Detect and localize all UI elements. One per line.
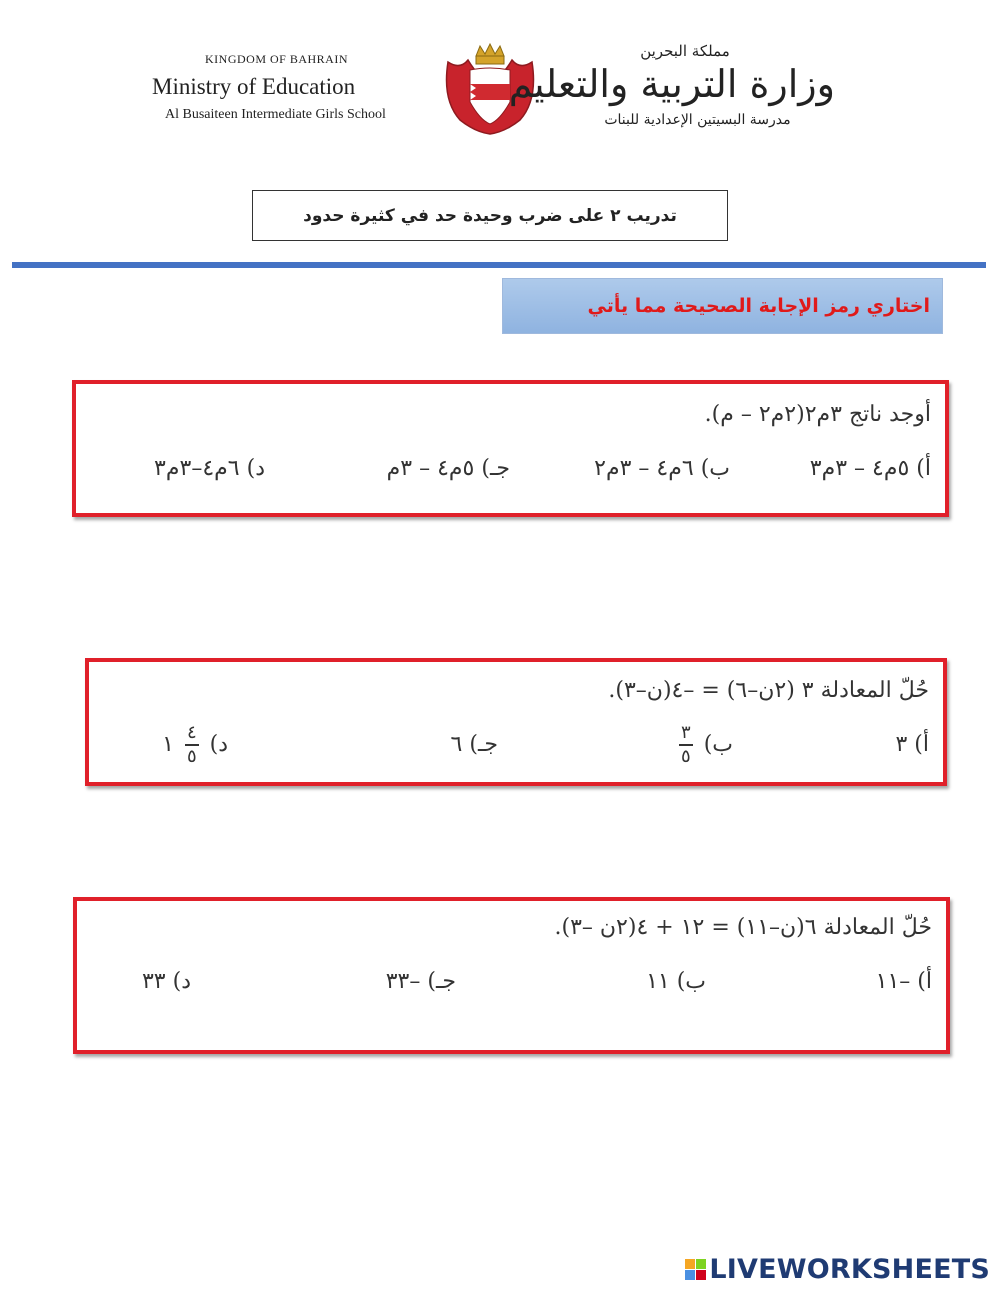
- liveworksheets-logo[interactable]: [685, 1254, 990, 1285]
- fraction: [679, 724, 693, 766]
- mixed-whole: ١: [162, 732, 174, 757]
- question-text: أوجد ناتج ٣م٢(٢م٢ – م).: [704, 402, 931, 427]
- option-value: ٣٣: [141, 969, 166, 994]
- option-value: ١١: [646, 969, 670, 994]
- option-b[interactable]: [675, 724, 733, 766]
- fraction-numerator: ٣: [679, 724, 693, 746]
- option-d[interactable]: [162, 724, 228, 766]
- option-a[interactable]: [895, 732, 929, 757]
- kingdom-label-ar: مملكة البحرين: [640, 42, 730, 60]
- liveworksheets-brand: LIVEWORKSHEETS: [709, 1254, 990, 1285]
- option-value: ٦م٤ – ٣م٢: [594, 456, 694, 481]
- option-value: ٦م٤–٣م٣: [154, 456, 240, 481]
- option-label: د): [172, 969, 191, 994]
- option-label: أ): [916, 456, 931, 481]
- ministry-title-en: Ministry of Education: [152, 74, 356, 99]
- option-label: د): [246, 456, 265, 481]
- option-b[interactable]: [594, 456, 730, 481]
- question-text: حُلّ المعادلة ٣ (٢ن–٦) = –٤(ن–٣).: [608, 678, 929, 703]
- question-box-1: [72, 380, 949, 517]
- option-value: ٥م٤ – ٣م٣: [809, 456, 910, 481]
- school-name-ar: مدرسة البسيتين الإعدادية للبنات: [604, 112, 791, 128]
- option-c[interactable]: [451, 732, 498, 757]
- option-label: ب): [703, 732, 733, 757]
- ministry-title-ar: وزارة التربية والتعليم: [508, 62, 835, 106]
- kingdom-label: KINGDOM OF BAHRAIN: [205, 52, 349, 66]
- fraction-denominator: ٥: [186, 746, 197, 767]
- option-value: ٥م٤ – ٣م: [386, 456, 475, 481]
- fraction-denominator: ٥: [681, 746, 691, 767]
- option-value: ٦: [450, 732, 463, 757]
- option-a[interactable]: [876, 969, 932, 994]
- school-name-en: Al Busaiteen Intermediate Girls School: [165, 107, 386, 122]
- option-label: ب): [700, 456, 730, 481]
- worksheet-title: تدريب ٢ على ضرب وحيدة حد في كثيرة حدود: [252, 190, 728, 241]
- option-c[interactable]: [387, 456, 510, 481]
- option-b[interactable]: [646, 969, 706, 994]
- option-d[interactable]: [154, 456, 265, 481]
- option-value: ٣: [895, 732, 908, 757]
- fraction-numerator: ٤: [185, 724, 199, 746]
- question-text: حُلّ المعادلة ٦(ن–١١) = ١٢ + ٤(٢ن –٣).: [554, 915, 932, 940]
- option-value: –١١: [875, 969, 911, 994]
- question-box-2: [85, 658, 947, 786]
- option-label: جـ): [427, 969, 456, 994]
- fraction: [185, 724, 199, 766]
- option-label: أ): [917, 969, 932, 994]
- option-label: جـ): [481, 456, 510, 481]
- option-c[interactable]: [386, 969, 456, 994]
- question-box-3: [73, 897, 950, 1054]
- divider: [12, 262, 986, 268]
- option-d[interactable]: [142, 969, 191, 994]
- option-label: ب): [676, 969, 706, 994]
- option-label: جـ): [469, 732, 498, 757]
- option-label: أ): [914, 732, 929, 757]
- liveworksheets-icon: [685, 1259, 706, 1280]
- option-value: –٣٣: [385, 969, 421, 994]
- option-label: د): [209, 732, 228, 757]
- instruction-banner: اختاري رمز الإجابة الصحيحة مما يأتي: [502, 278, 943, 334]
- option-a[interactable]: [810, 456, 931, 481]
